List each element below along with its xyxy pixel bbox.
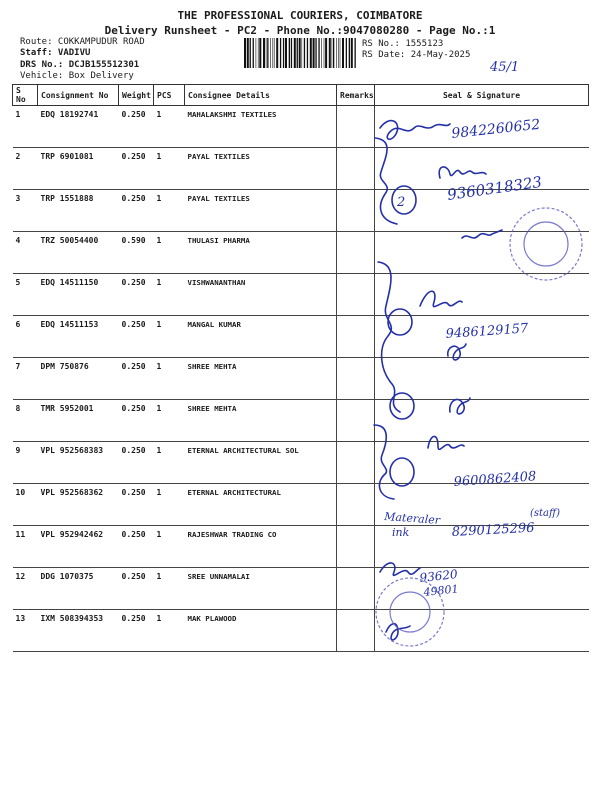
- sno: 2: [13, 148, 38, 190]
- runsheet-table: [12, 84, 589, 652]
- consignment-no: TMR 5952001: [38, 400, 119, 442]
- sno: 5: [13, 274, 38, 316]
- pcs: 1: [154, 526, 185, 568]
- consignee: ETERNAL ARCHITECTURAL SOL: [185, 442, 337, 484]
- barcode-bar: [313, 38, 315, 68]
- sno: 9: [13, 442, 38, 484]
- remarks-cell: [337, 484, 375, 526]
- signature-cell: [375, 526, 589, 568]
- remarks-cell: [337, 148, 375, 190]
- signature-cell: [375, 484, 589, 526]
- col-header-signature: Seal & Signature: [375, 85, 589, 106]
- barcode-bar: [336, 38, 337, 68]
- barcode-bar: [324, 38, 325, 68]
- weight: 0.250: [119, 568, 154, 610]
- pcs: 1: [154, 190, 185, 232]
- consignment-no: DPM 750876: [38, 358, 119, 400]
- pcs: 1: [154, 568, 185, 610]
- table-row: [13, 400, 589, 442]
- consignment-no: VPL 952568383: [38, 442, 119, 484]
- barcode-bar: [302, 38, 303, 68]
- consignee: VISHWANANTHAN: [185, 274, 337, 316]
- consignee: SHREE MEHTA: [185, 400, 337, 442]
- remarks-cell: [337, 190, 375, 232]
- barcode-bar: [263, 38, 265, 68]
- handwritten-phone: 8290125296: [451, 520, 535, 540]
- sno: 7: [13, 358, 38, 400]
- weight: 0.250: [119, 106, 154, 148]
- pcs: 1: [154, 106, 185, 148]
- table-row: [13, 358, 589, 400]
- pcs: 1: [154, 610, 185, 652]
- weight: 0.590: [119, 232, 154, 274]
- weight: 0.250: [119, 148, 154, 190]
- signature-cell: [375, 148, 589, 190]
- table-row: [13, 442, 589, 484]
- barcode-bar: [280, 38, 281, 68]
- sno: 12: [13, 568, 38, 610]
- company-title: THE PROFESSIONAL COURIERS, COIMBATORE: [177, 9, 423, 22]
- barcode-bar: [259, 38, 261, 68]
- barcode-bar: [318, 38, 319, 68]
- handwritten-phone: 9486129157: [445, 321, 529, 342]
- signature-cell: [375, 358, 589, 400]
- pcs: 1: [154, 484, 185, 526]
- col-header-pcs: PCS: [154, 85, 185, 106]
- sno: 6: [13, 316, 38, 358]
- remarks-cell: [337, 442, 375, 484]
- barcode-bar: [289, 38, 290, 68]
- rs-number: RS No.: 1555123: [362, 39, 444, 49]
- consignee: PAYAL TEXTILES: [185, 148, 337, 190]
- table-row: [13, 610, 589, 652]
- handwritten-note: ink: [392, 526, 410, 539]
- handwritten-note: Materaler: [383, 510, 441, 527]
- barcode-bar: [258, 38, 259, 68]
- remarks-cell: [337, 526, 375, 568]
- consignee: ETERNAL ARCHITECTURAL: [185, 484, 337, 526]
- remarks-cell: [337, 232, 375, 274]
- consignment-no: TRP 1551888: [38, 190, 119, 232]
- weight: 0.250: [119, 442, 154, 484]
- consignee: PAYAL TEXTILES: [185, 190, 337, 232]
- pcs: 1: [154, 148, 185, 190]
- table-row: [13, 316, 589, 358]
- vehicle-label: Vehicle: Box Delivery: [20, 71, 134, 81]
- pcs: 1: [154, 232, 185, 274]
- sno: 8: [13, 400, 38, 442]
- barcode-bar: [247, 38, 249, 68]
- consignee: THULASI PHARMA: [185, 232, 337, 274]
- remarks-cell: [337, 274, 375, 316]
- remarks-cell: [337, 316, 375, 358]
- barcode-bar: [285, 38, 287, 68]
- col-header-consignment: Consignment No: [38, 85, 119, 106]
- table-row: [13, 148, 589, 190]
- runsheet-subtitle: Delivery Runsheet - PC2 - Phone No.:9047080280 - Page No.:1: [104, 24, 496, 37]
- barcode-bar: [273, 38, 274, 68]
- signature-cell: [375, 316, 589, 358]
- barcode-bar: [270, 38, 271, 68]
- barcode-bar: [307, 38, 308, 68]
- pcs: 1: [154, 442, 185, 484]
- barcode-bar: [283, 38, 284, 68]
- table-header-row: [13, 85, 589, 106]
- col-header-sno: S No: [13, 85, 38, 106]
- remarks-cell: [337, 610, 375, 652]
- barcode-bar: [304, 38, 305, 68]
- sno: 10: [13, 484, 38, 526]
- consignment-no: VPL 952568362: [38, 484, 119, 526]
- remarks-cell: [337, 400, 375, 442]
- handwritten-phone: 49801: [422, 582, 460, 599]
- consignment-no: EDQ 18192741: [38, 106, 119, 148]
- weight: 0.250: [119, 358, 154, 400]
- barcode-bar: [355, 38, 356, 68]
- barcode-bar: [297, 38, 298, 68]
- weight: 0.250: [119, 316, 154, 358]
- barcode-bar: [315, 38, 316, 68]
- col-header-remarks: Remarks: [337, 85, 375, 106]
- sno: 3: [13, 190, 38, 232]
- signature-cell: [375, 106, 589, 148]
- handwritten-phone: 9360318323: [446, 172, 544, 204]
- barcode-bar: [340, 38, 341, 68]
- sno: 11: [13, 526, 38, 568]
- consignee: MAK PLAWOOD: [185, 610, 337, 652]
- remarks-cell: [337, 568, 375, 610]
- pcs: 1: [154, 358, 185, 400]
- barcode-bar: [274, 38, 275, 68]
- barcode-bar: [338, 38, 339, 68]
- table-row: [13, 274, 589, 316]
- weight: 0.250: [119, 526, 154, 568]
- barcode-bar: [250, 38, 251, 68]
- consignment-no: TRZ 50054400: [38, 232, 119, 274]
- pcs: 1: [154, 316, 185, 358]
- table-row: [13, 568, 589, 610]
- weight: 0.250: [119, 610, 154, 652]
- route-label: Route: COKKAMPUDUR ROAD: [20, 37, 145, 47]
- barcode-bar: [310, 38, 312, 68]
- signature-cell: [375, 400, 589, 442]
- consignment-no: EDQ 14511153: [38, 316, 119, 358]
- handwritten-count: 2: [397, 195, 406, 210]
- remarks-cell: [337, 106, 375, 148]
- handwritten-page-count: 45/1: [490, 60, 520, 75]
- barcode-bar: [267, 38, 268, 68]
- barcode-bar: [266, 38, 267, 68]
- col-header-weight: Weight: [119, 85, 154, 106]
- rs-date: RS Date: 24-May-2025: [362, 50, 471, 60]
- consignment-no: VPL 952942462: [38, 526, 119, 568]
- signature-cell: [375, 610, 589, 652]
- barcode-bar: [253, 38, 254, 68]
- barcode-bar: [276, 38, 278, 68]
- pcs: 1: [154, 400, 185, 442]
- table-row: [13, 232, 589, 274]
- barcode-bar: [342, 38, 344, 68]
- barcode-bar: [351, 38, 353, 68]
- weight: 0.250: [119, 484, 154, 526]
- consignment-no: EDQ 14511150: [38, 274, 119, 316]
- sno: 13: [13, 610, 38, 652]
- handwritten-phone: 9842260652: [450, 116, 542, 142]
- handwritten-phone: 93620: [418, 567, 459, 585]
- weight: 0.250: [119, 190, 154, 232]
- consignment-no: IXM 508394353: [38, 610, 119, 652]
- sno: 4: [13, 232, 38, 274]
- barcode-bar: [333, 38, 334, 68]
- signature-cell: [375, 442, 589, 484]
- remarks-cell: [337, 358, 375, 400]
- consignee: SHREE MEHTA: [185, 358, 337, 400]
- handwritten-phone: 9600862408: [453, 469, 537, 490]
- barcode-bar: [349, 38, 350, 68]
- signature-cell: [375, 190, 589, 232]
- barcode-bar: [291, 38, 292, 68]
- table-row: [13, 190, 589, 232]
- consignee: MANGAL KUMAR: [185, 316, 337, 358]
- consignee: MAHALAKSHMI TEXTILES: [185, 106, 337, 148]
- handwritten-note: (staff): [530, 508, 560, 519]
- barcode-bar: [329, 38, 331, 68]
- signature-cell: [375, 568, 589, 610]
- consignee: RAJESHWAR TRADING CO: [185, 526, 337, 568]
- barcode-bar: [244, 38, 246, 68]
- signature-cell: [375, 274, 589, 316]
- barcode-bar: [325, 38, 327, 68]
- weight: 0.250: [119, 400, 154, 442]
- pcs: 1: [154, 274, 185, 316]
- barcode-bar: [294, 38, 296, 68]
- barcode-bar: [321, 38, 322, 68]
- consignment-no: DDG 1070375: [38, 568, 119, 610]
- table-row: [13, 526, 589, 568]
- signature-cell: [375, 232, 589, 274]
- staff-label: Staff: VADIVU: [20, 48, 91, 58]
- table-row: [13, 484, 589, 526]
- barcode-bar: [346, 38, 347, 68]
- drs-number: DRS No.: DCJB155512301: [20, 60, 140, 70]
- weight: 0.250: [119, 274, 154, 316]
- consignee: SREE UNNAMALAI: [185, 568, 337, 610]
- barcode-bar: [299, 38, 301, 68]
- barcode-bar: [332, 38, 333, 68]
- sno: 1: [13, 106, 38, 148]
- barcode: [243, 38, 357, 68]
- consignment-no: TRP 6901081: [38, 148, 119, 190]
- table-row: [13, 106, 589, 148]
- barcode-bar: [256, 38, 257, 68]
- col-header-consignee: Consignee Details: [185, 85, 337, 106]
